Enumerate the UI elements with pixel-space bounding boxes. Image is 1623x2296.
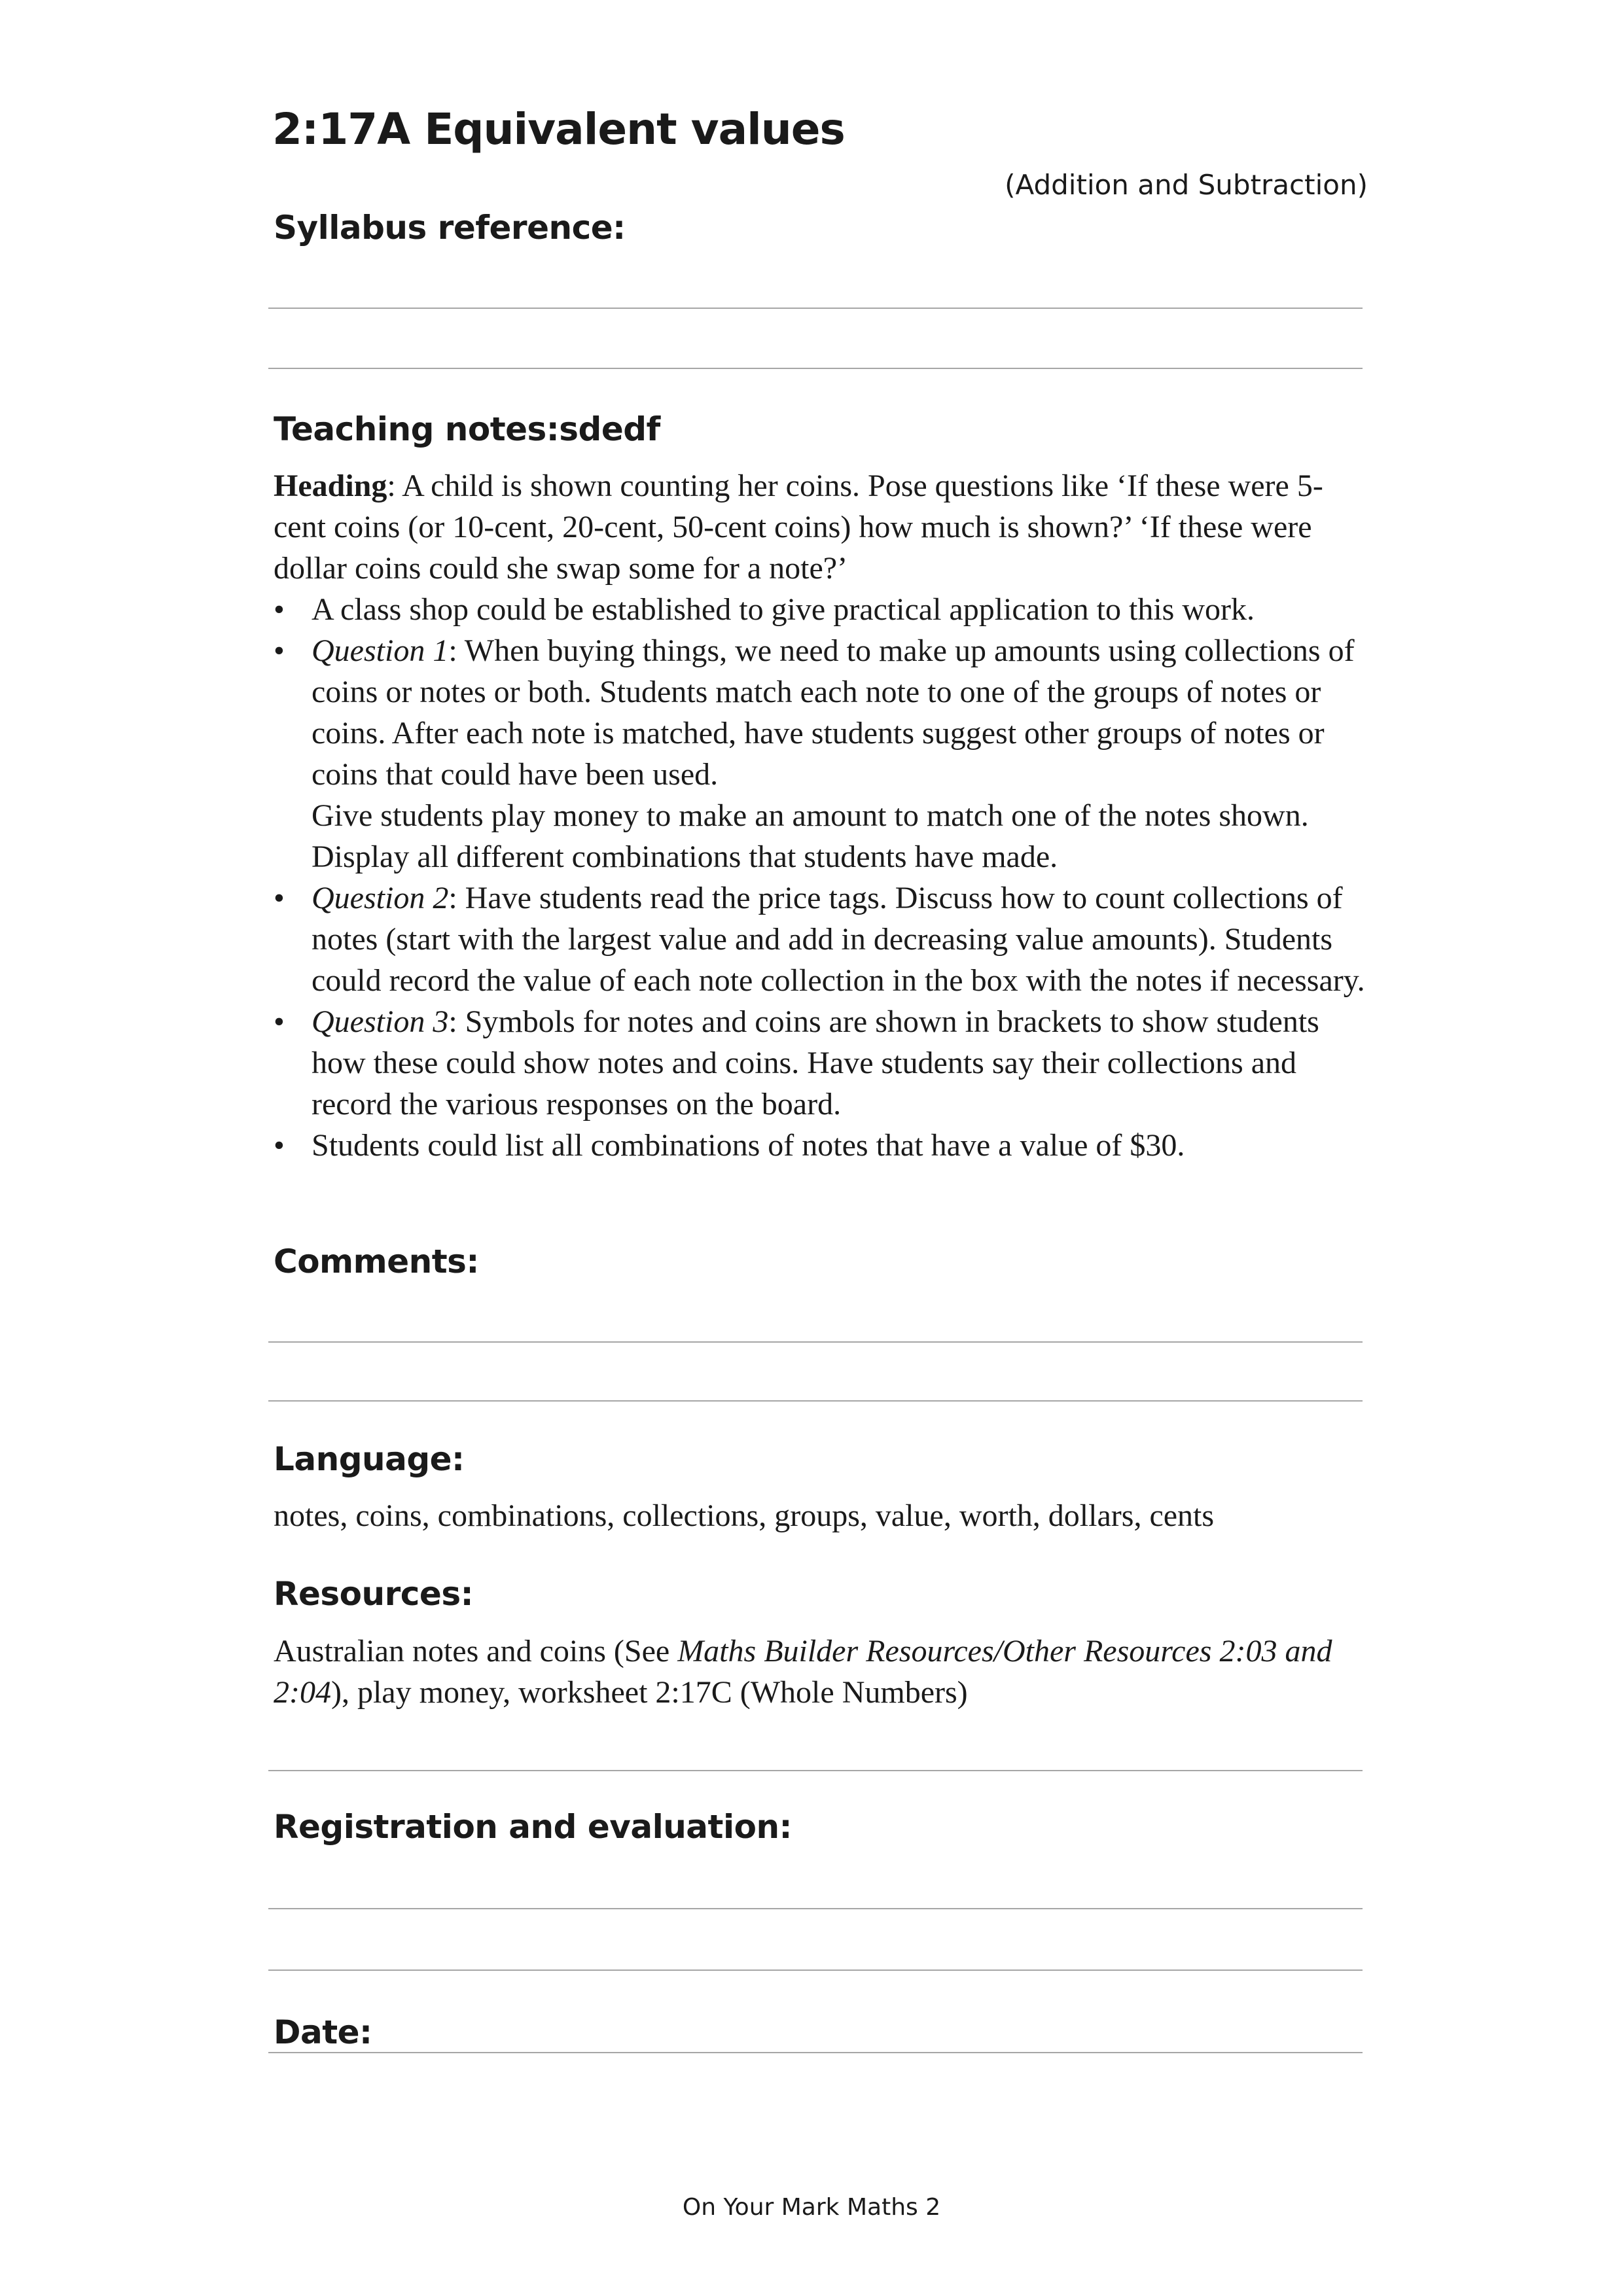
list-item-text: : Symbols for notes and coins are shown in brackets to show students how these could show notes and coins. Have students say their collections and record the various responses on the board.	[312, 1004, 1319, 1122]
resources-text-reference: Maths Builder Resources/Other Resources 2:03 and 2:04	[274, 1634, 1332, 1710]
list-item	[274, 630, 1373, 877]
date-writing-line	[268, 2052, 1363, 2053]
language-heading: Language:	[274, 1440, 465, 1478]
syllabus-writing-line-1	[268, 308, 1363, 309]
resources-text-suffix: ), play money, worksheet 2:17C (Whole Numbers)	[330, 1675, 968, 1710]
comments-heading: Comments:	[274, 1243, 479, 1280]
resources-heading: Resources:	[274, 1575, 474, 1613]
list-item	[274, 877, 1373, 1001]
footer-text: On Your Mark Maths 2	[682, 2194, 941, 2221]
comments-writing-line-1	[268, 1341, 1363, 1343]
registration-writing-line-1	[268, 1908, 1363, 1909]
resources-text-prefix: Australian notes and coins (See	[274, 1634, 678, 1669]
date-heading: Date:	[274, 2013, 372, 2051]
list-item-label: Question 1	[312, 633, 449, 668]
list-item	[274, 1001, 1373, 1125]
resources-text	[274, 1631, 1373, 1713]
list-item-label: Question 3	[312, 1004, 449, 1039]
list-item-text: : Have students read the price tags. Discuss how to count collections of notes (start with the largest value and add in decreasing value amounts). Students could record the value of each note collection in the box with the notes if necessary.	[312, 881, 1365, 998]
strand-label: (Addition and Subtraction)	[1005, 169, 1368, 201]
comments-writing-line-2	[268, 1400, 1363, 1402]
intro-label: Heading	[274, 468, 387, 503]
list-item-text: Students could list all combinations of notes that have a value of $30.	[312, 1128, 1185, 1163]
registration-heading: Registration and evaluation:	[274, 1808, 793, 1846]
page-title: 2:17A Equivalent values	[272, 104, 845, 154]
teaching-notes-list	[274, 589, 1373, 1166]
list-item	[274, 1125, 1373, 1166]
list-item-label: Question 2	[312, 881, 449, 915]
syllabus-heading: Syllabus reference:	[274, 209, 626, 247]
resources-divider	[268, 1770, 1363, 1771]
list-item	[274, 589, 1373, 630]
list-item-extra: Give students play money to make an amount to match one of the notes shown. Display all different combinations that students have made.	[312, 798, 1309, 874]
list-item-text: A class shop could be established to give practical application to this work.	[312, 592, 1255, 627]
teaching-notes-heading: Teaching notes:sdedf	[274, 410, 660, 448]
syllabus-writing-line-2	[268, 368, 1363, 369]
intro-text: : A child is shown counting her coins. Pose questions like ‘If these were 5-cent coins (or 10-cent, 20-cent, 50-cent coins) how much is shown?’ ‘If these were dollar coins could she swap some for a note?’	[274, 468, 1323, 586]
teaching-notes-intro	[274, 465, 1373, 589]
registration-writing-line-2	[268, 1969, 1363, 1971]
list-item-text: : When buying things, we need to make up amounts using collections of coins or notes or both. Students match each note to one of the groups of notes or coins. After each note is matched, have students suggest other groups of notes or coins that could have been used.	[312, 633, 1355, 792]
language-text: notes, coins, combinations, collections, groups, value, worth, dollars, cents	[274, 1498, 1215, 1533]
